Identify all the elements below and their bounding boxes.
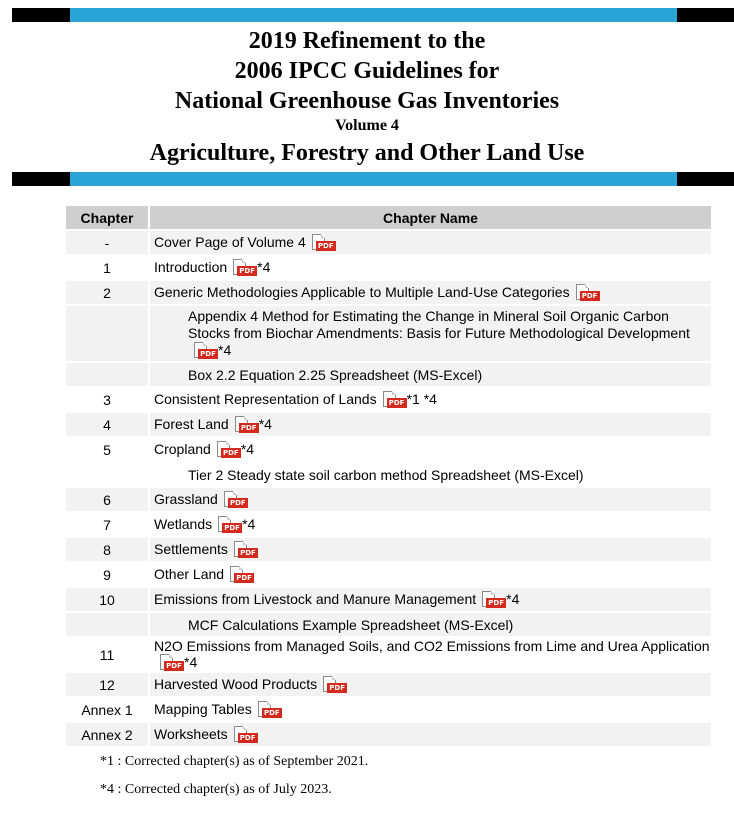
footnote-1-text: : Corrected chapter(s) as of September 2021. xyxy=(114,754,369,769)
pdf-tag: PDF xyxy=(239,423,259,433)
volume-label: Volume 4 xyxy=(335,117,399,134)
band-black-left xyxy=(12,172,70,186)
pdf-icon[interactable] xyxy=(479,591,506,608)
chapter-name-cell xyxy=(148,231,711,254)
chapter-name-cell xyxy=(148,463,711,486)
correction-mark: *4 xyxy=(242,516,256,532)
chapter-link[interactable]: Other Land xyxy=(154,566,225,582)
footnote-4-mark: *4 xyxy=(100,782,114,797)
chapter-link[interactable]: Forest Land xyxy=(154,416,229,432)
pdf-tag: PDF xyxy=(486,598,506,608)
chapter-name-cell xyxy=(148,306,711,361)
volume-subtitle: Agriculture, Forestry and Other Land Use xyxy=(149,140,585,166)
column-header-chapter-name: Chapter Name xyxy=(148,206,711,229)
chapter-name-cell xyxy=(148,638,711,671)
table-row xyxy=(66,538,711,561)
title-line-3: National Greenhouse Gas Inventories xyxy=(174,88,560,114)
footnote-1 xyxy=(100,754,368,770)
chapter-number: 12 xyxy=(66,673,148,696)
chapter-name-cell xyxy=(148,256,711,279)
chapter-name-cell xyxy=(148,413,711,436)
table-subrow xyxy=(66,613,711,636)
chapter-name-cell xyxy=(148,563,711,586)
pdf-tag: PDF xyxy=(316,241,336,251)
pdf-icon[interactable] xyxy=(380,391,407,408)
chapter-number: 11 xyxy=(66,638,148,671)
chapter-sub-link[interactable]: Box 2.2 Equation 2.25 Spreadsheet (MS-Excel) xyxy=(188,366,483,383)
chapter-table xyxy=(66,204,711,748)
pdf-icon[interactable] xyxy=(230,259,257,276)
chapter-number xyxy=(66,613,148,636)
chapter-name-cell xyxy=(148,363,711,386)
pdf-icon[interactable] xyxy=(320,676,347,693)
pdf-icon[interactable] xyxy=(221,491,248,508)
pdf-tag: PDF xyxy=(222,523,242,533)
pdf-tag: PDF xyxy=(238,548,258,558)
pdf-tag: PDF xyxy=(221,448,241,458)
table-subrow xyxy=(66,306,711,361)
pdf-icon[interactable] xyxy=(215,516,242,533)
table-row xyxy=(66,673,711,696)
page-title xyxy=(0,26,734,168)
chapter-link[interactable]: Grassland xyxy=(154,491,218,507)
chapter-number: - xyxy=(66,231,148,254)
pdf-tag: PDF xyxy=(164,661,184,671)
chapter-number: Annex 1 xyxy=(66,698,148,721)
header-band-top xyxy=(12,8,734,22)
title-line-1: 2019 Refinement to the xyxy=(248,28,486,54)
chapter-number: 5 xyxy=(66,438,148,461)
pdf-icon[interactable] xyxy=(214,441,241,458)
pdf-icon[interactable] xyxy=(231,726,258,743)
chapter-link[interactable]: Worksheets xyxy=(154,726,228,742)
pdf-icon[interactable] xyxy=(191,342,218,359)
table-row xyxy=(66,488,711,511)
chapter-link[interactable]: N2O Emissions from Managed Soils, and CO2 Emissions from Lime and Urea Application xyxy=(154,638,710,654)
chapter-link[interactable]: Mapping Tables xyxy=(154,701,252,717)
chapter-number: 8 xyxy=(66,538,148,561)
pdf-icon[interactable] xyxy=(232,416,259,433)
chapter-number: 1 xyxy=(66,256,148,279)
chapter-link[interactable]: Consistent Representation of Lands xyxy=(154,391,377,407)
table-row xyxy=(66,231,711,254)
pdf-icon[interactable] xyxy=(573,284,600,301)
title-line-2: 2006 IPCC Guidelines for xyxy=(234,58,500,84)
pdf-tag: PDF xyxy=(580,291,600,301)
chapter-number: Annex 2 xyxy=(66,723,148,746)
correction-mark: *1 *4 xyxy=(406,391,437,407)
chapter-number xyxy=(66,363,148,386)
chapter-link[interactable]: Settlements xyxy=(154,541,228,557)
chapter-number: 10 xyxy=(66,588,148,611)
pdf-tag: PDF xyxy=(198,349,218,359)
table-row xyxy=(66,638,711,671)
pdf-tag: PDF xyxy=(327,683,347,693)
table-subrow xyxy=(66,363,711,386)
header-band-bottom xyxy=(12,172,734,186)
chapter-name-cell xyxy=(148,613,711,636)
chapter-link[interactable]: Introduction xyxy=(154,259,228,275)
table-row xyxy=(66,513,711,536)
chapter-table-body xyxy=(66,231,711,746)
table-subrow xyxy=(66,463,711,486)
chapter-name-cell xyxy=(148,388,711,411)
table-row xyxy=(66,256,711,279)
chapter-link[interactable]: Cropland xyxy=(154,441,211,457)
chapter-number: 9 xyxy=(66,563,148,586)
pdf-tag: PDF xyxy=(238,733,258,743)
band-blue xyxy=(70,8,677,22)
column-header-chapter: Chapter xyxy=(66,206,148,229)
footnote-4-text: : Corrected chapter(s) as of July 2023. xyxy=(114,782,332,797)
band-black-right xyxy=(677,172,734,186)
chapter-name-cell xyxy=(148,588,711,611)
band-black-left xyxy=(12,8,70,22)
correction-mark: *4 xyxy=(218,342,232,358)
pdf-tag: PDF xyxy=(387,398,407,408)
table-row xyxy=(66,388,711,411)
pdf-icon[interactable] xyxy=(157,654,184,671)
correction-mark: *4 xyxy=(506,591,520,607)
footnote-1-mark: *1 xyxy=(100,754,114,769)
table-row xyxy=(66,723,711,746)
chapter-name-cell xyxy=(148,538,711,561)
table-row xyxy=(66,281,711,304)
chapter-number: 4 xyxy=(66,413,148,436)
table-row xyxy=(66,563,711,586)
chapter-number xyxy=(66,306,148,361)
band-black-right xyxy=(677,8,734,22)
correction-mark: *4 xyxy=(240,441,255,457)
correction-mark: *4 xyxy=(184,654,198,670)
correction-mark: *4 xyxy=(257,259,271,275)
chapter-number xyxy=(66,463,148,486)
chapter-link[interactable]: Emissions from Livestock and Manure Management xyxy=(154,591,477,607)
pdf-tag: PDF xyxy=(228,498,248,508)
chapter-name-cell xyxy=(148,723,711,746)
chapter-number: 6 xyxy=(66,488,148,511)
table-row xyxy=(66,698,711,721)
chapter-sub-link[interactable]: MCF Calculations Example Spreadsheet (MS-Excel) xyxy=(188,616,514,633)
chapter-link[interactable]: Cover Page of Volume 4 xyxy=(154,234,306,250)
table-row xyxy=(66,413,711,436)
table-row xyxy=(66,588,711,611)
chapter-number: 3 xyxy=(66,388,148,411)
correction-mark: *4 xyxy=(258,416,272,432)
chapter-sub-link[interactable]: Tier 2 Steady state soil carbon method Spreadsheet (MS-Excel) xyxy=(188,466,584,483)
pdf-tag: PDF xyxy=(262,708,282,718)
pdf-icon[interactable] xyxy=(255,701,282,718)
pdf-icon[interactable] xyxy=(227,566,254,583)
chapter-name-cell xyxy=(148,513,711,536)
pdf-icon[interactable] xyxy=(231,541,258,558)
footnote-4 xyxy=(100,782,332,798)
chapter-name-cell xyxy=(148,438,711,461)
band-blue xyxy=(70,172,677,186)
chapter-number: 2 xyxy=(66,281,148,304)
chapter-link[interactable]: Generic Methodologies Applicable to Multiple Land-Use Categories xyxy=(154,284,570,300)
table-row xyxy=(66,438,711,461)
table-header-row xyxy=(66,206,711,229)
pdf-tag: PDF xyxy=(234,573,254,583)
pdf-icon[interactable] xyxy=(309,234,336,251)
chapter-name-cell xyxy=(148,698,711,721)
chapter-name-cell xyxy=(148,281,711,304)
chapter-number: 7 xyxy=(66,513,148,536)
pdf-tag: PDF xyxy=(237,266,257,276)
chapter-name-cell xyxy=(148,488,711,511)
chapter-link[interactable]: Harvested Wood Products xyxy=(154,676,318,692)
chapter-sub-link[interactable]: Appendix 4 Method for Estimating the Change in Mineral Soil Organic Carbon Stocks from Biochar Amendments: Basis for Future Methodological Development xyxy=(188,308,690,341)
chapter-link[interactable]: Wetlands xyxy=(154,516,213,532)
chapter-name-cell xyxy=(148,673,711,696)
